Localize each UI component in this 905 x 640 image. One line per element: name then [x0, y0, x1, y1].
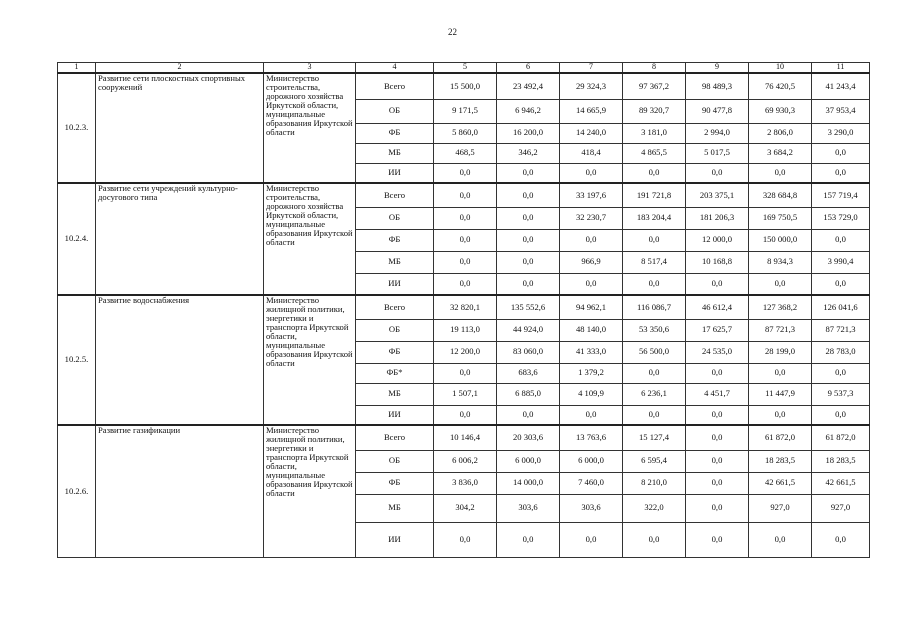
amount-cell: 191 721,8 — [623, 183, 686, 207]
amount-cell: 0,0 — [812, 273, 870, 295]
amount-cell: 61 872,0 — [812, 425, 870, 450]
amount-cell: 203 375,1 — [686, 183, 749, 207]
amount-cell: 32 230,7 — [560, 207, 623, 229]
amount-cell: 0,0 — [749, 273, 812, 295]
amount-cell: 0,0 — [434, 363, 497, 383]
table-row — [58, 183, 870, 207]
table-row — [58, 73, 870, 99]
funding-source: ОБ — [356, 319, 434, 341]
amount-cell: 0,0 — [686, 450, 749, 472]
amount-cell: 0,0 — [812, 522, 870, 557]
amount-cell: 0,0 — [497, 522, 560, 557]
amount-cell: 18 283,5 — [749, 450, 812, 472]
measure-code: 10.2.4. — [58, 183, 96, 295]
amount-cell: 37 953,4 — [812, 99, 870, 123]
amount-cell: 53 350,6 — [623, 319, 686, 341]
amount-cell: 0,0 — [749, 522, 812, 557]
amount-cell: 17 625,7 — [686, 319, 749, 341]
amount-cell: 0,0 — [623, 522, 686, 557]
amount-cell: 153 729,0 — [812, 207, 870, 229]
amount-cell: 41 243,4 — [812, 73, 870, 99]
amount-cell: 23 492,4 — [497, 73, 560, 99]
amount-cell: 6 595,4 — [623, 450, 686, 472]
column-number-row — [58, 63, 870, 74]
funding-source: МБ — [356, 494, 434, 522]
measure-name: Развитие сети плоскостных спортивных сооружений — [96, 73, 264, 183]
amount-cell: 0,0 — [812, 405, 870, 425]
amount-cell: 468,5 — [434, 143, 497, 163]
amount-cell: 966,9 — [560, 251, 623, 273]
amount-cell: 0,0 — [812, 363, 870, 383]
amount-cell: 0,0 — [686, 494, 749, 522]
funding-source: МБ — [356, 383, 434, 405]
funding-source: ФБ — [356, 229, 434, 251]
amount-cell: 0,0 — [812, 163, 870, 183]
amount-cell: 16 200,0 — [497, 123, 560, 143]
funding-source: ФБ — [356, 341, 434, 363]
amount-cell: 83 060,0 — [497, 341, 560, 363]
amount-cell: 0,0 — [434, 273, 497, 295]
amount-cell: 5 017,5 — [686, 143, 749, 163]
amount-cell: 0,0 — [434, 163, 497, 183]
amount-cell: 20 303,6 — [497, 425, 560, 450]
amount-cell: 0,0 — [686, 472, 749, 494]
funding-source: Всего — [356, 73, 434, 99]
amount-cell: 3 684,2 — [749, 143, 812, 163]
amount-cell: 0,0 — [497, 163, 560, 183]
amount-cell: 303,6 — [560, 494, 623, 522]
executor: Министерство строительства, дорожного хозяйства Иркутской области, муниципальные образования Иркутской области — [264, 73, 356, 183]
amount-cell: 6 946,2 — [497, 99, 560, 123]
amount-cell: 0,0 — [434, 183, 497, 207]
funding-source: ИИ — [356, 273, 434, 295]
table-body — [58, 73, 870, 557]
amount-cell: 3 990,4 — [812, 251, 870, 273]
amount-cell: 3 290,0 — [812, 123, 870, 143]
amount-cell: 42 661,5 — [812, 472, 870, 494]
column-number: 11 — [812, 63, 870, 74]
amount-cell: 0,0 — [686, 425, 749, 450]
amount-cell: 15 127,4 — [623, 425, 686, 450]
amount-cell: 0,0 — [686, 522, 749, 557]
amount-cell: 3 181,0 — [623, 123, 686, 143]
amount-cell: 90 477,8 — [686, 99, 749, 123]
amount-cell: 0,0 — [623, 405, 686, 425]
amount-cell: 0,0 — [560, 522, 623, 557]
amount-cell: 169 750,5 — [749, 207, 812, 229]
amount-cell: 29 324,3 — [560, 73, 623, 99]
amount-cell: 14 240,0 — [560, 123, 623, 143]
amount-cell: 150 000,0 — [749, 229, 812, 251]
amount-cell: 98 489,3 — [686, 73, 749, 99]
funding-source: ОБ — [356, 450, 434, 472]
amount-cell: 2 806,0 — [749, 123, 812, 143]
column-number: 7 — [560, 63, 623, 74]
amount-cell: 0,0 — [497, 207, 560, 229]
funding-source: ФБ — [356, 123, 434, 143]
amount-cell: 0,0 — [497, 273, 560, 295]
executor: Министерство жилищной политики, энергетики и транспорта Иркутской области, муниципальные образования Иркутской области — [264, 295, 356, 425]
amount-cell: 0,0 — [434, 207, 497, 229]
amount-cell: 41 333,0 — [560, 341, 623, 363]
amount-cell: 69 930,3 — [749, 99, 812, 123]
amount-cell: 0,0 — [560, 229, 623, 251]
amount-cell: 135 552,6 — [497, 295, 560, 319]
funding-source: ФБ* — [356, 363, 434, 383]
amount-cell: 0,0 — [560, 163, 623, 183]
amount-cell: 0,0 — [497, 183, 560, 207]
amount-cell: 8 934,3 — [749, 251, 812, 273]
amount-cell: 346,2 — [497, 143, 560, 163]
amount-cell: 4 865,5 — [623, 143, 686, 163]
funding-source: ИИ — [356, 163, 434, 183]
amount-cell: 6 006,2 — [434, 450, 497, 472]
amount-cell: 927,0 — [749, 494, 812, 522]
amount-cell: 0,0 — [560, 273, 623, 295]
measure-name: Развитие водоснабжения — [96, 295, 264, 425]
measure-code: 10.2.5. — [58, 295, 96, 425]
amount-cell: 11 447,9 — [749, 383, 812, 405]
amount-cell: 6 000,0 — [560, 450, 623, 472]
amount-cell: 0,0 — [812, 143, 870, 163]
amount-cell: 42 661,5 — [749, 472, 812, 494]
measure-name: Развитие сети учреждений культурно-досугового типа — [96, 183, 264, 295]
table-row — [58, 295, 870, 319]
amount-cell: 0,0 — [812, 229, 870, 251]
amount-cell: 0,0 — [434, 405, 497, 425]
amount-cell: 0,0 — [497, 251, 560, 273]
amount-cell: 13 763,6 — [560, 425, 623, 450]
amount-cell: 61 872,0 — [749, 425, 812, 450]
column-number: 5 — [434, 63, 497, 74]
amount-cell: 24 535,0 — [686, 341, 749, 363]
amount-cell: 0,0 — [749, 163, 812, 183]
amount-cell: 303,6 — [497, 494, 560, 522]
budget-table — [57, 62, 870, 558]
amount-cell: 418,4 — [560, 143, 623, 163]
amount-cell: 46 612,4 — [686, 295, 749, 319]
amount-cell: 0,0 — [686, 163, 749, 183]
amount-cell: 0,0 — [434, 229, 497, 251]
executor: Министерство строительства, дорожного хозяйства Иркутской области, муниципальные образования Иркутской области — [264, 183, 356, 295]
amount-cell: 0,0 — [560, 405, 623, 425]
column-number: 2 — [96, 63, 264, 74]
amount-cell: 12 000,0 — [686, 229, 749, 251]
amount-cell: 76 420,5 — [749, 73, 812, 99]
column-number: 9 — [686, 63, 749, 74]
amount-cell: 10 146,4 — [434, 425, 497, 450]
amount-cell: 181 206,3 — [686, 207, 749, 229]
amount-cell: 94 962,1 — [560, 295, 623, 319]
amount-cell: 0,0 — [434, 522, 497, 557]
funding-source: ФБ — [356, 472, 434, 494]
amount-cell: 89 320,7 — [623, 99, 686, 123]
column-number: 10 — [749, 63, 812, 74]
amount-cell: 0,0 — [623, 163, 686, 183]
funding-source: Всего — [356, 183, 434, 207]
amount-cell: 0,0 — [497, 229, 560, 251]
amount-cell: 8 210,0 — [623, 472, 686, 494]
amount-cell: 0,0 — [749, 363, 812, 383]
amount-cell: 56 500,0 — [623, 341, 686, 363]
amount-cell: 127 368,2 — [749, 295, 812, 319]
amount-cell: 4 451,7 — [686, 383, 749, 405]
amount-cell: 33 197,6 — [560, 183, 623, 207]
amount-cell: 126 041,6 — [812, 295, 870, 319]
amount-cell: 0,0 — [749, 405, 812, 425]
amount-cell: 44 924,0 — [497, 319, 560, 341]
amount-cell: 4 109,9 — [560, 383, 623, 405]
amount-cell: 1 379,2 — [560, 363, 623, 383]
amount-cell: 28 783,0 — [812, 341, 870, 363]
column-number: 1 — [58, 63, 96, 74]
measure-code: 10.2.3. — [58, 73, 96, 183]
amount-cell: 6 000,0 — [497, 450, 560, 472]
amount-cell: 1 507,1 — [434, 383, 497, 405]
funding-source: ОБ — [356, 99, 434, 123]
page-number: 22 — [448, 27, 457, 37]
amount-cell: 328 684,8 — [749, 183, 812, 207]
funding-source: Всего — [356, 295, 434, 319]
amount-cell: 157 719,4 — [812, 183, 870, 207]
amount-cell: 10 168,8 — [686, 251, 749, 273]
amount-cell: 322,0 — [623, 494, 686, 522]
amount-cell: 0,0 — [686, 363, 749, 383]
measure-name: Развитие газификации — [96, 425, 264, 557]
column-number: 3 — [264, 63, 356, 74]
amount-cell: 0,0 — [497, 405, 560, 425]
funding-source: ИИ — [356, 405, 434, 425]
column-number: 6 — [497, 63, 560, 74]
amount-cell: 6 885,0 — [497, 383, 560, 405]
amount-cell: 87 721,3 — [749, 319, 812, 341]
amount-cell: 183 204,4 — [623, 207, 686, 229]
amount-cell: 8 517,4 — [623, 251, 686, 273]
amount-cell: 14 665,9 — [560, 99, 623, 123]
funding-source: ИИ — [356, 522, 434, 557]
amount-cell: 28 199,0 — [749, 341, 812, 363]
measure-code: 10.2.6. — [58, 425, 96, 557]
amount-cell: 0,0 — [623, 363, 686, 383]
amount-cell: 927,0 — [812, 494, 870, 522]
amount-cell: 9 171,5 — [434, 99, 497, 123]
table-row — [58, 425, 870, 450]
column-number: 8 — [623, 63, 686, 74]
amount-cell: 15 500,0 — [434, 73, 497, 99]
funding-source: МБ — [356, 143, 434, 163]
amount-cell: 6 236,1 — [623, 383, 686, 405]
amount-cell: 14 000,0 — [497, 472, 560, 494]
amount-cell: 116 086,7 — [623, 295, 686, 319]
amount-cell: 2 994,0 — [686, 123, 749, 143]
amount-cell: 683,6 — [497, 363, 560, 383]
amount-cell: 87 721,3 — [812, 319, 870, 341]
funding-source: Всего — [356, 425, 434, 450]
amount-cell: 0,0 — [434, 251, 497, 273]
funding-source: ОБ — [356, 207, 434, 229]
executor: Министерство жилищной политики, энергетики и транспорта Иркутской области, муниципальные образования Иркутской области — [264, 425, 356, 557]
amount-cell: 48 140,0 — [560, 319, 623, 341]
amount-cell: 97 367,2 — [623, 73, 686, 99]
amount-cell: 9 537,3 — [812, 383, 870, 405]
amount-cell: 3 836,0 — [434, 472, 497, 494]
amount-cell: 304,2 — [434, 494, 497, 522]
amount-cell: 7 460,0 — [560, 472, 623, 494]
amount-cell: 19 113,0 — [434, 319, 497, 341]
amount-cell: 5 860,0 — [434, 123, 497, 143]
amount-cell: 0,0 — [623, 229, 686, 251]
amount-cell: 0,0 — [686, 405, 749, 425]
amount-cell: 32 820,1 — [434, 295, 497, 319]
funding-source: МБ — [356, 251, 434, 273]
amount-cell: 18 283,5 — [812, 450, 870, 472]
amount-cell: 0,0 — [686, 273, 749, 295]
column-number: 4 — [356, 63, 434, 74]
amount-cell: 12 200,0 — [434, 341, 497, 363]
amount-cell: 0,0 — [623, 273, 686, 295]
